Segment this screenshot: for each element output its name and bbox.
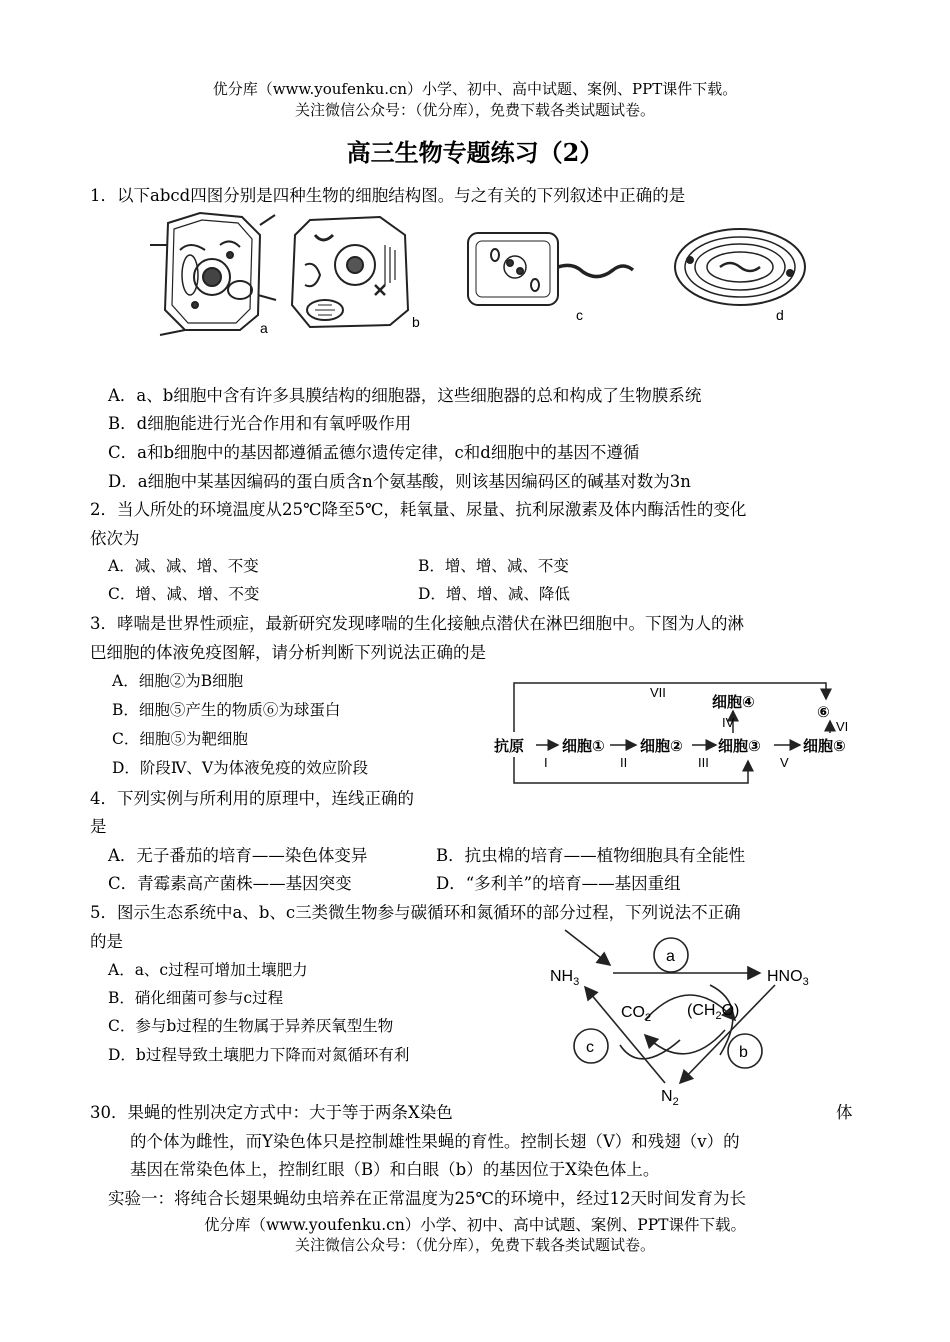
q4-option-c: C．青霉素高产菌株——基因突变 xyxy=(108,874,352,893)
q30-line2: 的个体为雌性，而Y染色体只是控制雄性果蝇的育性。控制长翅（V）和残翅（v）的 xyxy=(130,1132,740,1151)
q30-line3: 基因在常染色体上，控制红眼（B）和白眼（b）的基因位于X染色体上。 xyxy=(130,1160,660,1179)
q3-stem-line2: 巴细胞的体液免疫图解，请分析判断下列说法正确的是 xyxy=(90,643,486,662)
process-a-label: a xyxy=(666,948,675,965)
header-line-2: 关注微信公众号：（优分库），免费下载各类试题试卷。 xyxy=(294,101,655,119)
stage-2-label: II xyxy=(620,755,628,770)
q1-option-b: B．d细胞能进行光合作用和有氧呼吸作用 xyxy=(108,414,412,433)
stage-6-label: VI xyxy=(836,719,849,734)
q5-cycle-diagram xyxy=(545,925,845,1110)
q1-cell-figures xyxy=(150,205,830,345)
stage-4-label: IV xyxy=(722,715,735,730)
cell-c-figure xyxy=(468,233,633,305)
stage-7-label: VII xyxy=(650,685,666,700)
cell-a-label: a xyxy=(260,320,268,336)
cell-b-label: b xyxy=(412,314,420,330)
cell3-label: 细胞③ xyxy=(718,738,761,755)
substance6-label: ⑥ xyxy=(817,704,830,721)
cell1-label: 细胞① xyxy=(562,738,605,755)
q3-option-d: D．阶段Ⅳ、Ⅴ为体液免疫的效应阶段 xyxy=(112,759,369,777)
q2-stem-line1: 2．当人所处的环境温度从25℃降至5℃，耗氧量、尿量、抗利尿激素及体内酶活性的变化 xyxy=(90,500,747,519)
cell2-label: 细胞② xyxy=(640,738,683,755)
cell-d-figure xyxy=(675,229,805,305)
q1-option-c: C．a和b细胞中的基因都遵循孟德尔遗传定律，c和d细胞中的基因不遵循 xyxy=(108,443,640,462)
stage-5-label: V xyxy=(780,755,789,770)
page-title: 高三生物专题练习（2） xyxy=(346,138,604,167)
q4-stem-line2: 是 xyxy=(90,817,107,836)
q5-stem-line2: 的是 xyxy=(90,932,123,951)
q3-option-c: C．细胞⑤为靶细胞 xyxy=(112,730,248,748)
q4-stem-line1: 4．下列实例与所利用的原理中，连线正确的 xyxy=(90,789,414,808)
stage-3-label: III xyxy=(698,755,709,770)
q2-stem-line2: 依次为 xyxy=(90,529,140,548)
q3-option-a: A．细胞②为B细胞 xyxy=(112,672,244,690)
q5-option-d: D．b过程导致土壤肥力下降而对氮循环有利 xyxy=(108,1046,410,1064)
n2-label: $N_2$ xyxy=(661,1088,679,1108)
header-line-1: 优分库（www.youfenku.cn）小学、初中、高中试题、案例、PPT课件下载。 xyxy=(212,80,738,98)
process-b-label: b xyxy=(739,1044,748,1061)
cell-a-figure xyxy=(150,213,276,335)
stage-1-label: I xyxy=(544,755,548,770)
cell5-label: 细胞⑤ xyxy=(803,738,846,755)
footer-line-2: 关注微信公众号：（优分库），免费下载各类试题试卷。 xyxy=(294,1236,655,1254)
q3-immune-diagram xyxy=(490,675,860,790)
q30-stem-b: 体 xyxy=(836,1103,853,1122)
q4-option-a: A．无子番茄的培育——染色体变异 xyxy=(108,846,368,865)
q1-option-a: A．a、b细胞中含有许多具膜结构的细胞器，这些细胞器的总和构成了生物膜系统 xyxy=(108,386,702,405)
co2-label: $CO_2$ xyxy=(621,1004,652,1024)
footer-line-1: 优分库（www.youfenku.cn）小学、初中、高中试题、案例、PPT课件下载。 xyxy=(203,1216,747,1234)
cell-c-label: c xyxy=(576,307,583,323)
q3-option-b: B．细胞⑤产生的物质⑥为球蛋白 xyxy=(112,701,341,719)
antigen-label: 抗原 xyxy=(494,738,525,755)
q30-stem-a: 30．果蝇的性别决定方式中：大于等于两条X染色 xyxy=(90,1103,453,1122)
hno3-label: $HNO_3$ xyxy=(767,968,809,988)
q30-line4: 实验一：将纯合长翅果蝇幼虫培养在正常温度为25℃的环境中，经过12天时间发育为长 xyxy=(108,1189,746,1208)
q5-option-a: A．a、c过程可增加土壤肥力 xyxy=(108,961,308,979)
cell-b-figure xyxy=(292,217,408,327)
q5-stem-line1: 5．图示生态系统中a、b、c三类微生物参与碳循环和氮循环的部分过程，下列说法不正确 xyxy=(90,903,741,922)
nh3-label: $NH_3$ xyxy=(550,968,580,988)
q2-option-b: B．增、增、减、不变 xyxy=(418,557,569,575)
cell4-label: 细胞④ xyxy=(712,694,755,711)
q5-option-c: C．参与b过程的生物属于异养厌氧型生物 xyxy=(108,1017,394,1035)
q2-option-d: D．增、增、减、降低 xyxy=(418,585,570,603)
q4-option-d: D．“多利羊”的培育——基因重组 xyxy=(436,874,681,893)
q2-option-a: A．减、减、增、不变 xyxy=(108,557,259,575)
process-c-label: c xyxy=(586,1039,594,1056)
q5-option-b: B．硝化细菌可参与c过程 xyxy=(108,989,284,1007)
q2-option-c: C．增、减、增、不变 xyxy=(108,585,260,603)
ch2o-label: $(CH_2O)$ xyxy=(687,1002,740,1022)
q4-option-b: B．抗虫棉的培育——植物细胞具有全能性 xyxy=(436,846,746,865)
q1-option-d: D．a细胞中某基因编码的蛋白质含n个氨基酸，则该基因编码区的碱基对数为3n xyxy=(108,472,691,491)
q1-stem: 1．以下abcd四图分别是四种生物的细胞结构图。与之有关的下列叙述中正确的是 xyxy=(90,186,686,205)
cell-d-label: d xyxy=(776,307,784,323)
q3-stem-line1: 3．哮喘是世界性顽症，最新研究发现哮喘的生化接触点潜伏在淋巴细胞中。下图为人的淋 xyxy=(90,614,744,633)
